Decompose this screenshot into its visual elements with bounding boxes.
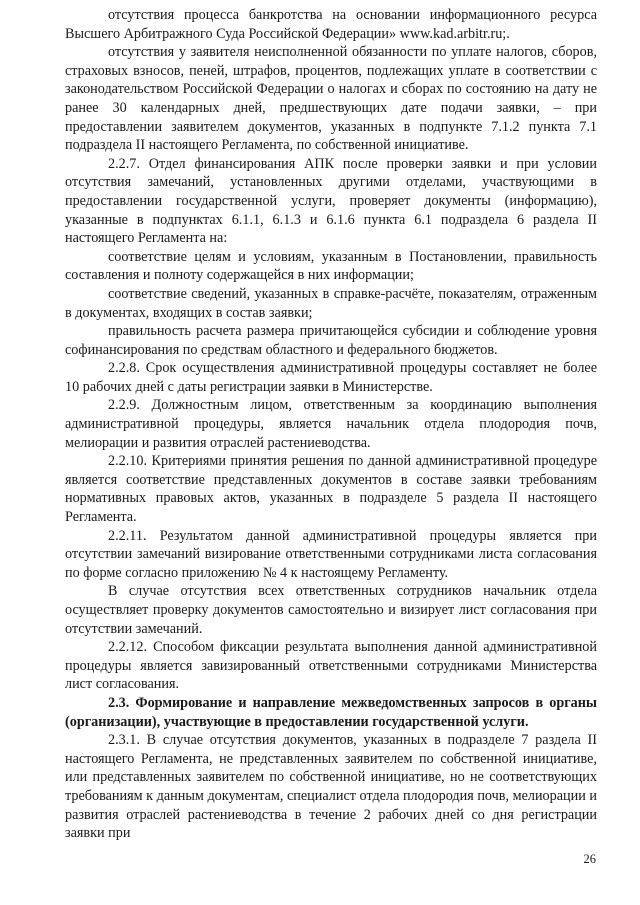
page-number: 26 xyxy=(583,852,596,866)
paragraph-2-3-1: 2.3.1. В случае отсутствия документов, указанных в подразделе 7 раздела II настоящего Регламента, не представленных заявителем по собственной инициативе, или представленных заявителем по собственной инициативе, но не соответствующих требованиям к данным документам, специалист отдела плодородия почв, мелиорации и развития отраслей растениеводства в течение 2 рабочих дней со дня регистрации заявки при xyxy=(65,732,597,842)
paragraph-bankruptcy: отсутствия процесса банкротства на основании информационного ресурса Высшего Арбитражного Суда Российской Федерации» www.kad.arbitr.ru;. xyxy=(65,7,597,42)
paragraph-absence-of-staff: В случае отсутствия всех ответственных сотрудников начальник отдела осуществляет проверку документов самостоятельно и визирует лист согласования при отсутствии замечаний. xyxy=(65,583,597,637)
paragraph-compliance-goals: соответствие целям и условиям, указанным в Постановлении, правильность составления и полноту содержащейся в них информации; xyxy=(65,248,597,284)
paragraph-2-2-12: 2.2.12. Способом фиксации результата выполнения данной административной процедуры является завизированный ответственными сотрудниками Министерства лист согласования. xyxy=(65,639,597,693)
paragraph-2-2-7: 2.2.7. Отдел финансирования АПК после проверки заявки и при условии отсутствия замечаний, установленных другими отделами, участвующими в предоставлении государственной услуги, проверяет документы (информацию), указанные в подпунктах 6.1.1, 6.1.3 и 6.1.6 пункта 6.1 подраздела 6 раздела II настоящего Регламента на: xyxy=(65,155,597,247)
paragraph-compliance-data: соответствие сведений, указанных в справке-расчёте, показателям, отраженным в документах, входящих в состав заявки; xyxy=(65,285,597,321)
paragraph-2-2-8: 2.2.8. Срок осуществления административной процедуры составляет не более 10 рабочих дней с даты регистрации заявки в Министерстве. xyxy=(65,360,597,395)
section-heading-2-3: 2.3. Формирование и направление межведомственных запросов в органы (организации), участвующие в предоставлении государственной услуги. xyxy=(65,694,597,730)
paragraph-subsidy-calculation: правильность расчета размера причитающейся субсидии и соблюдение уровня софинансирования по средствам областного и федерального бюджетов. xyxy=(65,323,597,358)
paragraph-tax-obligations: отсутствия у заявителя неисполненной обязанности по уплате налогов, сборов, страховых взносов, пеней, штрафов, процентов, подлежащих уплате в соответствии с законодательством Российской Федерации о налогах и сборах по состоянию на дату не ранее 30 календарных дней, предшествующих дате подачи заявки, – при предоставлении заявителем документов, указанных в подпункте 7.1.2 пункта 7.1 подраздела II настоящего Регламента, по собственной инициативе. xyxy=(65,44,597,154)
document-page xyxy=(65,6,597,843)
paragraph-2-2-9: 2.2.9. Должностным лицом, ответственным за координацию выполнения административной процедуры, является начальник отдела плодородия почв, мелиорации и развития отраслей растениеводства. xyxy=(65,397,597,451)
paragraph-2-2-10: 2.2.10. Критериями принятия решения по данной административной процедуре является соответствие представленных документов в составе заявки требованиям нормативных правовых актов, указанных в подразделе 5 раздела II настоящего Регламента. xyxy=(65,453,597,526)
paragraph-2-2-11: 2.2.11. Результатом данной административной процедуры является при отсутствии замечаний визирование ответственными сотрудниками листа согласования по форме согласно приложению № 4 к настоящему Регламенту. xyxy=(65,527,597,581)
